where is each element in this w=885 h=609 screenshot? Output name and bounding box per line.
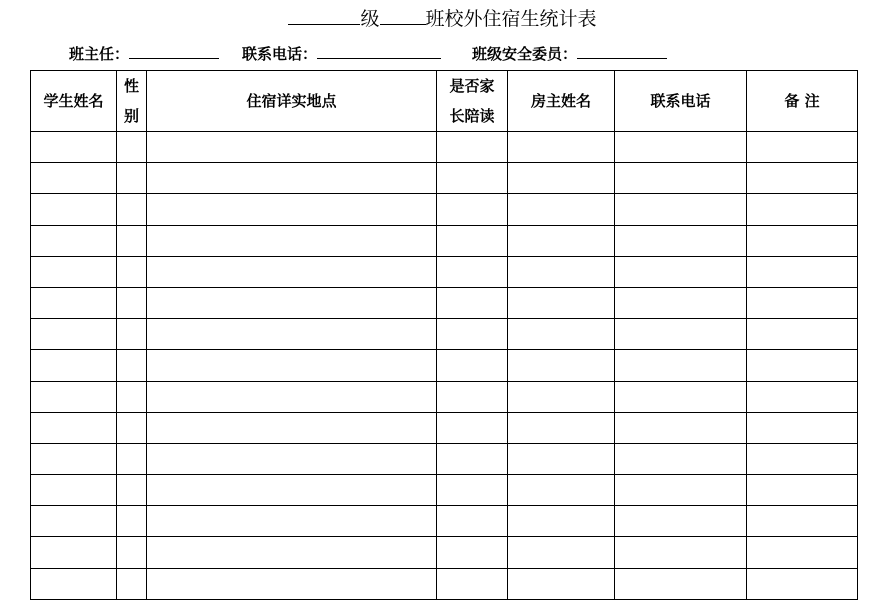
title-main-text: 班校外住宿生统计表 — [425, 8, 597, 30]
cell-parent-accompany[interactable] — [437, 163, 508, 194]
cell-landlord[interactable] — [508, 506, 615, 537]
cell-remarks[interactable] — [747, 163, 858, 194]
cell-address[interactable] — [147, 225, 437, 256]
cell-landlord[interactable] — [508, 256, 615, 287]
header-parent-line1: 是否家 — [449, 77, 495, 95]
table-row — [31, 443, 858, 474]
header-remarks: 备 注 — [747, 71, 858, 132]
cell-landlord[interactable] — [508, 412, 615, 443]
table-row — [31, 350, 858, 381]
cell-address[interactable] — [147, 443, 437, 474]
table-row — [31, 412, 858, 443]
cell-phone[interactable] — [615, 443, 747, 474]
table-row — [31, 194, 858, 225]
cell-address[interactable] — [147, 506, 437, 537]
phone-label: 联系电话： — [242, 45, 318, 63]
cell-parent-accompany[interactable] — [437, 350, 508, 381]
cell-parent-accompany[interactable] — [437, 537, 508, 568]
phone-blank[interactable] — [317, 40, 441, 59]
cell-student-name[interactable] — [31, 225, 117, 256]
cell-phone[interactable] — [615, 132, 747, 163]
head-teacher-label: 班主任： — [69, 45, 130, 63]
cell-gender[interactable] — [117, 537, 147, 568]
cell-landlord[interactable] — [508, 319, 615, 350]
header-address: 住宿详实地点 — [147, 71, 437, 132]
cell-landlord[interactable] — [508, 350, 615, 381]
cell-remarks[interactable] — [747, 319, 858, 350]
cell-gender[interactable] — [117, 319, 147, 350]
header-phone: 联系电话 — [615, 71, 747, 132]
cell-phone[interactable] — [615, 319, 747, 350]
safety-member-label: 班级安全委员： — [472, 45, 578, 63]
cell-landlord[interactable] — [508, 225, 615, 256]
cell-remarks[interactable] — [747, 443, 858, 474]
cell-gender[interactable] — [117, 350, 147, 381]
cell-remarks[interactable] — [747, 256, 858, 287]
table-row — [31, 225, 858, 256]
cell-remarks[interactable] — [747, 194, 858, 225]
title-grade-char: 级 — [360, 8, 380, 30]
cell-address[interactable] — [147, 475, 437, 506]
cell-gender[interactable] — [117, 225, 147, 256]
cell-parent-accompany[interactable] — [437, 132, 508, 163]
cell-gender[interactable] — [117, 381, 147, 412]
cell-parent-accompany[interactable] — [437, 381, 508, 412]
document-title — [0, 4, 885, 32]
cell-address[interactable] — [147, 319, 437, 350]
cell-landlord[interactable] — [508, 537, 615, 568]
cell-student-name[interactable] — [31, 194, 117, 225]
cell-parent-accompany[interactable] — [437, 443, 508, 474]
header-row — [31, 71, 858, 132]
cell-remarks[interactable] — [747, 506, 858, 537]
cell-gender[interactable] — [117, 256, 147, 287]
cell-remarks[interactable] — [747, 287, 858, 318]
table-row — [31, 537, 858, 568]
cell-remarks[interactable] — [747, 132, 858, 163]
cell-gender[interactable] — [117, 412, 147, 443]
cell-landlord[interactable] — [508, 475, 615, 506]
cell-remarks[interactable] — [747, 350, 858, 381]
table-row — [31, 381, 858, 412]
cell-phone[interactable] — [615, 506, 747, 537]
cell-address[interactable] — [147, 132, 437, 163]
cell-parent-accompany[interactable] — [437, 256, 508, 287]
header-student-name: 学生姓名 — [31, 71, 117, 132]
cell-address[interactable] — [147, 568, 437, 599]
cell-remarks[interactable] — [747, 537, 858, 568]
cell-phone[interactable] — [615, 568, 747, 599]
cell-address[interactable] — [147, 412, 437, 443]
cell-landlord[interactable] — [508, 163, 615, 194]
cell-address[interactable] — [147, 350, 437, 381]
cell-gender[interactable] — [117, 506, 147, 537]
cell-student-name[interactable] — [31, 287, 117, 318]
table-row — [31, 568, 858, 599]
cell-student-name[interactable] — [31, 256, 117, 287]
cell-student-name[interactable] — [31, 381, 117, 412]
header-gender-line1: 性 — [123, 77, 139, 95]
table-row — [31, 287, 858, 318]
cell-parent-accompany[interactable] — [437, 475, 508, 506]
table-row — [31, 163, 858, 194]
cell-student-name[interactable] — [31, 537, 117, 568]
cell-landlord[interactable] — [508, 568, 615, 599]
cell-remarks[interactable] — [747, 568, 858, 599]
cell-landlord[interactable] — [508, 194, 615, 225]
cell-phone[interactable] — [615, 350, 747, 381]
cell-phone[interactable] — [615, 163, 747, 194]
cell-student-name[interactable] — [31, 132, 117, 163]
phone-field — [242, 40, 441, 66]
header-gender — [117, 71, 147, 132]
head-teacher-blank[interactable] — [129, 40, 219, 59]
cell-parent-accompany[interactable] — [437, 412, 508, 443]
cell-parent-accompany[interactable] — [437, 287, 508, 318]
cell-student-name[interactable] — [31, 475, 117, 506]
table-row — [31, 506, 858, 537]
cell-landlord[interactable] — [508, 132, 615, 163]
safety-member-blank[interactable] — [577, 40, 667, 59]
cell-remarks[interactable] — [747, 225, 858, 256]
cell-parent-accompany[interactable] — [437, 194, 508, 225]
cell-address[interactable] — [147, 163, 437, 194]
table-body — [31, 132, 858, 600]
cell-remarks[interactable] — [747, 381, 858, 412]
off-campus-lodging-table — [30, 70, 858, 600]
cell-address[interactable] — [147, 381, 437, 412]
cell-student-name[interactable] — [31, 443, 117, 474]
cell-student-name[interactable] — [31, 412, 117, 443]
cell-parent-accompany[interactable] — [437, 568, 508, 599]
safety-member-field — [472, 40, 667, 66]
cell-parent-accompany[interactable] — [437, 225, 508, 256]
table-row — [31, 319, 858, 350]
cell-landlord[interactable] — [508, 443, 615, 474]
cell-gender[interactable] — [117, 287, 147, 318]
cell-gender[interactable] — [117, 443, 147, 474]
cell-landlord[interactable] — [508, 381, 615, 412]
cell-address[interactable] — [147, 287, 437, 318]
table-row — [31, 256, 858, 287]
cell-phone[interactable] — [615, 194, 747, 225]
cell-landlord[interactable] — [508, 287, 615, 318]
class-blank[interactable] — [380, 4, 426, 25]
cell-address[interactable] — [147, 256, 437, 287]
grade-blank[interactable] — [288, 4, 360, 25]
header-parent-line2: 长陪读 — [449, 107, 495, 125]
cell-phone[interactable] — [615, 287, 747, 318]
table-row — [31, 475, 858, 506]
cell-remarks[interactable] — [747, 475, 858, 506]
cell-phone[interactable] — [615, 381, 747, 412]
info-line — [0, 40, 885, 64]
head-teacher-field — [69, 40, 219, 66]
table-row — [31, 132, 858, 163]
cell-phone[interactable] — [615, 537, 747, 568]
cell-student-name[interactable] — [31, 350, 117, 381]
cell-student-name[interactable] — [31, 568, 117, 599]
cell-parent-accompany[interactable] — [437, 506, 508, 537]
cell-address[interactable] — [147, 194, 437, 225]
cell-student-name[interactable] — [31, 506, 117, 537]
cell-gender[interactable] — [117, 194, 147, 225]
header-parent-accompany — [437, 71, 508, 132]
cell-student-name[interactable] — [31, 319, 117, 350]
cell-gender[interactable] — [117, 163, 147, 194]
cell-phone[interactable] — [615, 412, 747, 443]
cell-gender[interactable] — [117, 132, 147, 163]
header-gender-line2: 别 — [123, 107, 139, 125]
cell-phone[interactable] — [615, 225, 747, 256]
cell-gender[interactable] — [117, 568, 147, 599]
cell-remarks[interactable] — [747, 412, 858, 443]
cell-gender[interactable] — [117, 475, 147, 506]
header-landlord: 房主姓名 — [508, 71, 615, 132]
cell-parent-accompany[interactable] — [437, 319, 508, 350]
cell-phone[interactable] — [615, 475, 747, 506]
cell-student-name[interactable] — [31, 163, 117, 194]
cell-phone[interactable] — [615, 256, 747, 287]
cell-address[interactable] — [147, 537, 437, 568]
